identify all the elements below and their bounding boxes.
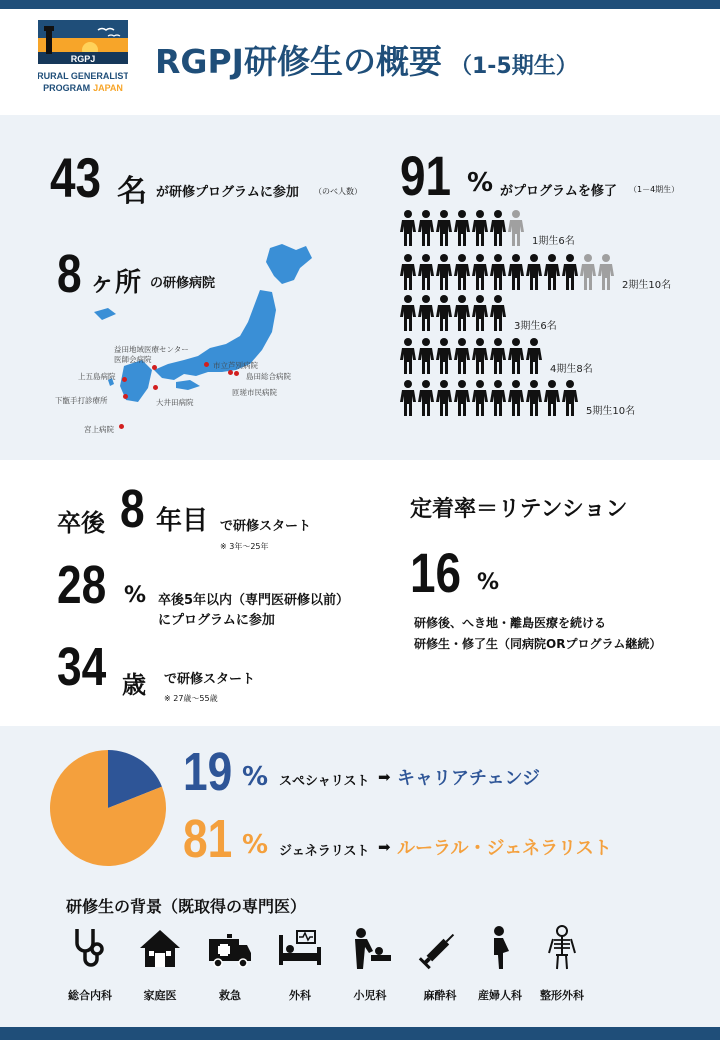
specialist-result: キャリアチェンジ <box>397 768 541 789</box>
generalist-unit: % <box>242 830 269 860</box>
within5-line1: 卒後5年以内（専門医研修以前） <box>158 593 350 608</box>
person-icon <box>472 210 488 250</box>
bg-label: 整形外科 <box>540 989 584 1002</box>
years-number: 8 <box>120 479 145 539</box>
hospital-label: 益田地域医療センター <box>114 345 189 354</box>
hospital-label: 匝瑳市民病院 <box>232 388 277 397</box>
hospitals-unit: ヶ所 <box>89 268 142 298</box>
years-prefix: 卒後 <box>57 509 105 537</box>
hospitals-text: の研修病院 <box>150 276 216 291</box>
age-unit: 歳 <box>122 671 146 699</box>
top-bar <box>0 0 720 9</box>
specialist-pct: 19 <box>183 742 233 802</box>
person-icon <box>418 380 434 420</box>
hospital-dot <box>123 394 128 399</box>
person-icon <box>508 210 524 250</box>
hospital-dot <box>234 371 239 376</box>
person-icon <box>454 210 470 250</box>
person-icon <box>526 380 542 420</box>
person-icon <box>400 380 416 420</box>
stethoscope-icon <box>67 925 113 971</box>
person-icon <box>400 210 416 250</box>
bg-label: 麻酔科 <box>423 989 457 1002</box>
specialist-arrow: ➡ <box>378 768 391 786</box>
generalist-arrow: ➡ <box>378 838 391 856</box>
hospital-dot <box>122 377 127 382</box>
baby-care-icon <box>347 925 393 971</box>
specialist-unit: % <box>242 762 269 792</box>
bg-label: 小児科 <box>353 989 387 1002</box>
hospital-label: 大井田病院 <box>156 398 194 407</box>
skeleton-icon <box>539 925 585 971</box>
person-icon <box>544 254 560 294</box>
bg-label: 産婦人科 <box>478 989 522 1002</box>
logo-line1: RURAL GENERALIST <box>38 71 128 81</box>
person-icon <box>400 295 416 335</box>
retention-line2: 研修生・修了生（同病院ORプログラム継続） <box>414 637 662 651</box>
syringe-icon <box>417 925 463 971</box>
person-icon <box>490 210 506 250</box>
person-icon <box>598 254 614 294</box>
cohort-label: 3期生6名 <box>514 321 557 332</box>
page-title-sub: （1-5期生） <box>449 54 578 79</box>
specialist-label: スペシャリスト <box>279 774 370 789</box>
person-icon <box>436 210 452 250</box>
generalist-pct: 81 <box>183 809 233 869</box>
retention-number: 16 <box>410 541 462 604</box>
hospital-bed-icon <box>277 925 323 971</box>
japan-map <box>50 240 320 440</box>
person-icon <box>454 338 470 378</box>
person-icon <box>544 380 560 420</box>
hospital-label: 市立芦別病院 <box>213 361 258 370</box>
person-icon <box>454 254 470 294</box>
bg-label: 家庭医 <box>143 989 177 1002</box>
hospital-label: 下甑手打診療所 <box>55 396 108 405</box>
within5-number: 28 <box>57 555 107 615</box>
logo-line2b: JAPAN <box>93 83 123 93</box>
person-icon <box>418 210 434 250</box>
person-icon <box>472 254 488 294</box>
page-title-main: RGPJ研修生の概要 <box>155 42 442 81</box>
person-icon <box>472 338 488 378</box>
completion-number: 91 <box>400 144 452 207</box>
career-pie-chart <box>48 748 168 868</box>
completion-note: （1－4期生） <box>629 185 680 194</box>
ambulance-icon <box>207 925 253 971</box>
person-icon <box>436 380 452 420</box>
hospital-label: 医師会病院 <box>114 355 152 364</box>
person-icon <box>454 295 470 335</box>
person-icon <box>436 295 452 335</box>
hospital-dot <box>204 362 209 367</box>
cohort-label: 2期生10名 <box>622 280 672 291</box>
person-icon <box>490 380 506 420</box>
generalist-result: ルーラル・ジェネラリスト <box>397 838 612 859</box>
cohort-label: 5期生10名 <box>586 406 636 417</box>
person-icon <box>508 380 524 420</box>
person-icon <box>508 338 524 378</box>
hospital-dot <box>152 365 157 370</box>
participants-number: 43 <box>50 146 102 209</box>
logo-text: RGPJ <box>70 54 96 64</box>
years-text: で研修スタート <box>220 519 312 534</box>
retention-heading: 定着率＝リテンション <box>410 497 628 522</box>
page-title <box>155 36 578 83</box>
person-icon <box>418 295 434 335</box>
person-icon <box>472 295 488 335</box>
cohort-label: 4期生8名 <box>550 364 593 375</box>
retention-unit: % <box>477 570 500 595</box>
person-icon <box>490 338 506 378</box>
hospital-label: 島田総合病院 <box>246 372 291 381</box>
background-heading: 研修生の背景（既取得の専門医） <box>66 897 307 916</box>
years-unit: 年目 <box>156 506 209 536</box>
bg-label: 救急 <box>219 989 241 1002</box>
house-icon <box>137 925 183 971</box>
person-icon <box>490 295 506 335</box>
person-icon <box>400 254 416 294</box>
participants-note: （のべ人数） <box>314 187 362 196</box>
age-number: 34 <box>57 637 107 697</box>
bottom-bar <box>0 1027 720 1040</box>
person-icon <box>508 254 524 294</box>
person-icon <box>526 254 542 294</box>
person-icon <box>454 380 470 420</box>
within5-line2: にプログラムに参加 <box>158 613 275 628</box>
person-icon <box>400 338 416 378</box>
person-icon <box>436 338 452 378</box>
rgpj-logo <box>38 20 128 100</box>
pregnant-woman-icon <box>477 925 523 971</box>
participants-text: が研修プログラムに参加 <box>156 185 299 200</box>
person-icon <box>418 254 434 294</box>
person-icon <box>562 254 578 294</box>
retention-line1: 研修後、へき地・離島医療を続ける <box>414 616 607 630</box>
bg-label: 外科 <box>289 989 311 1002</box>
hospital-label: 宮上病院 <box>84 425 114 434</box>
years-note: ※ 3年～25年 <box>220 542 269 551</box>
completion-unit: % <box>467 168 494 198</box>
person-icon <box>490 254 506 294</box>
hospital-label: 上五島病院 <box>78 372 116 381</box>
completion-text: がプログラムを修了 <box>500 184 617 199</box>
person-icon <box>526 338 542 378</box>
person-icon <box>472 380 488 420</box>
svg-text:PROGRAMJAPAN <box>43 83 123 93</box>
generalist-label: ジェネラリスト <box>279 844 370 859</box>
bg-label: 総合内科 <box>68 989 112 1002</box>
person-icon <box>436 254 452 294</box>
cohort-label: 1期生6名 <box>532 236 575 247</box>
within5-unit: % <box>124 583 147 608</box>
age-text: で研修スタート <box>164 672 256 687</box>
participants-unit: 名 <box>117 174 147 209</box>
hospitals-number: 8 <box>57 244 82 304</box>
person-icon <box>580 254 596 294</box>
age-note: ※ 27歳～55歳 <box>164 694 218 703</box>
person-icon <box>562 380 578 420</box>
logo-line2a: PROGRAM <box>43 83 91 93</box>
hospital-dot <box>119 424 124 429</box>
person-icon <box>418 338 434 378</box>
hospital-dot <box>153 385 158 390</box>
